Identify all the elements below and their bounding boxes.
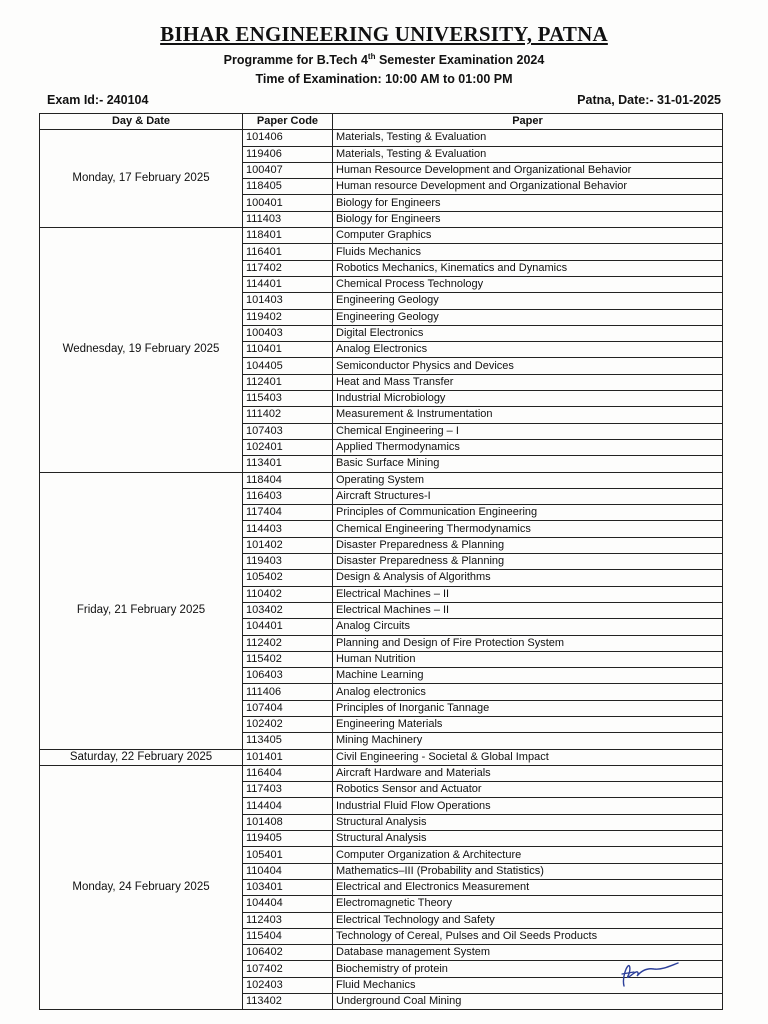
paper-name-cell: Digital Electronics bbox=[333, 325, 723, 341]
place-date: Patna, Date:- 31-01-2025 bbox=[577, 93, 721, 107]
paper-code-cell: 113401 bbox=[243, 456, 333, 472]
table-header-row bbox=[40, 114, 723, 130]
university-title: BIHAR ENGINEERING UNIVERSITY, PATNA bbox=[160, 22, 608, 46]
day-date-cell: Monday, 17 February 2025 bbox=[40, 130, 243, 228]
paper-name-cell: Human Resource Development and Organizational Behavior bbox=[333, 162, 723, 178]
paper-name-cell: Engineering Materials bbox=[333, 716, 723, 732]
paper-code-cell: 100401 bbox=[243, 195, 333, 211]
paper-name-cell: Underground Coal Mining bbox=[333, 994, 723, 1010]
paper-code-cell: 102403 bbox=[243, 977, 333, 993]
paper-name-cell: Electrical Technology and Safety bbox=[333, 912, 723, 928]
paper-code-cell: 102402 bbox=[243, 716, 333, 732]
paper-name-cell: Fluid Mechanics bbox=[333, 977, 723, 993]
paper-name-cell: Industrial Microbiology bbox=[333, 391, 723, 407]
paper-name-cell: Operating System bbox=[333, 472, 723, 488]
column-header-paper: Paper bbox=[333, 114, 723, 130]
table-row bbox=[40, 228, 723, 244]
table-body bbox=[40, 130, 723, 1010]
paper-code-cell: 101403 bbox=[243, 293, 333, 309]
exam-schedule-table bbox=[39, 113, 723, 1010]
paper-code-cell: 116404 bbox=[243, 765, 333, 781]
paper-code-cell: 115404 bbox=[243, 928, 333, 944]
paper-code-cell: 115402 bbox=[243, 651, 333, 667]
paper-name-cell: Machine Learning bbox=[333, 668, 723, 684]
paper-code-cell: 111406 bbox=[243, 684, 333, 700]
paper-name-cell: Applied Thermodynamics bbox=[333, 439, 723, 455]
paper-name-cell: Analog Circuits bbox=[333, 619, 723, 635]
paper-code-cell: 119403 bbox=[243, 554, 333, 570]
table-row bbox=[40, 749, 723, 765]
paper-name-cell: Human Nutrition bbox=[333, 651, 723, 667]
paper-name-cell: Structural Analysis bbox=[333, 831, 723, 847]
day-date-cell: Friday, 21 February 2025 bbox=[40, 472, 243, 749]
paper-code-cell: 119406 bbox=[243, 146, 333, 162]
paper-name-cell: Computer Organization & Architecture bbox=[333, 847, 723, 863]
paper-code-cell: 112401 bbox=[243, 374, 333, 390]
paper-code-cell: 101408 bbox=[243, 814, 333, 830]
signature-mark bbox=[618, 960, 682, 990]
paper-name-cell: Mining Machinery bbox=[333, 733, 723, 749]
paper-name-cell: Planning and Design of Fire Protection System bbox=[333, 635, 723, 651]
paper-code-cell: 119405 bbox=[243, 831, 333, 847]
table-row bbox=[40, 472, 723, 488]
paper-name-cell: Aircraft Hardware and Materials bbox=[333, 765, 723, 781]
paper-code-cell: 102401 bbox=[243, 439, 333, 455]
paper-code-cell: 110402 bbox=[243, 586, 333, 602]
paper-name-cell: Electromagnetic Theory bbox=[333, 896, 723, 912]
paper-code-cell: 101401 bbox=[243, 749, 333, 765]
paper-name-cell: Semiconductor Physics and Devices bbox=[333, 358, 723, 374]
paper-code-cell: 107402 bbox=[243, 961, 333, 977]
paper-name-cell: Database management System bbox=[333, 945, 723, 961]
paper-name-cell: Human resource Development and Organizational Behavior bbox=[333, 179, 723, 195]
paper-code-cell: 112403 bbox=[243, 912, 333, 928]
exam-id: Exam Id:- 240104 bbox=[47, 93, 149, 107]
paper-name-cell: Principles of Inorganic Tannage bbox=[333, 700, 723, 716]
paper-code-cell: 106402 bbox=[243, 945, 333, 961]
table-row bbox=[40, 765, 723, 781]
paper-name-cell: Chemical Engineering Thermodynamics bbox=[333, 521, 723, 537]
paper-code-cell: 118404 bbox=[243, 472, 333, 488]
programme-title-prefix: Programme for B.Tech 4 bbox=[223, 53, 368, 68]
paper-name-cell: Chemical Engineering – I bbox=[333, 423, 723, 439]
paper-code-cell: 116401 bbox=[243, 244, 333, 260]
paper-name-cell: Principles of Communication Engineering bbox=[333, 505, 723, 521]
paper-name-cell: Biology for Engineers bbox=[333, 211, 723, 227]
paper-name-cell: Electrical Machines – II bbox=[333, 586, 723, 602]
paper-code-cell: 105402 bbox=[243, 570, 333, 586]
paper-code-cell: 112402 bbox=[243, 635, 333, 651]
paper-name-cell: Aircraft Structures-I bbox=[333, 488, 723, 504]
day-date-cell: Monday, 24 February 2025 bbox=[40, 765, 243, 1009]
paper-name-cell: Engineering Geology bbox=[333, 293, 723, 309]
programme-title-superscript: th bbox=[367, 52, 376, 61]
programme-title bbox=[0, 52, 768, 67]
column-header-paper-code: Paper Code bbox=[243, 114, 333, 130]
table-row bbox=[40, 130, 723, 146]
paper-name-cell: Materials, Testing & Evaluation bbox=[333, 146, 723, 162]
paper-name-cell: Biochemistry of protein bbox=[333, 961, 723, 977]
paper-code-cell: 111402 bbox=[243, 407, 333, 423]
paper-name-cell: Robotics Mechanics, Kinematics and Dynamics bbox=[333, 260, 723, 276]
paper-name-cell: Electrical and Electronics Measurement bbox=[333, 879, 723, 895]
paper-code-cell: 110401 bbox=[243, 342, 333, 358]
paper-code-cell: 101406 bbox=[243, 130, 333, 146]
paper-name-cell: Structural Analysis bbox=[333, 814, 723, 830]
paper-name-cell: Analog Electronics bbox=[333, 342, 723, 358]
paper-code-cell: 116403 bbox=[243, 488, 333, 504]
paper-name-cell: Mathematics–III (Probability and Statistics) bbox=[333, 863, 723, 879]
paper-code-cell: 114404 bbox=[243, 798, 333, 814]
paper-name-cell: Materials, Testing & Evaluation bbox=[333, 130, 723, 146]
paper-name-cell: Basic Surface Mining bbox=[333, 456, 723, 472]
paper-code-cell: 114403 bbox=[243, 521, 333, 537]
paper-name-cell: Design & Analysis of Algorithms bbox=[333, 570, 723, 586]
paper-name-cell: Analog electronics bbox=[333, 684, 723, 700]
paper-code-cell: 105401 bbox=[243, 847, 333, 863]
day-date-cell: Wednesday, 19 February 2025 bbox=[40, 228, 243, 472]
exam-time: Time of Examination: 10:00 AM to 01:00 PM bbox=[255, 72, 513, 86]
day-date-cell: Saturday, 22 February 2025 bbox=[40, 749, 243, 765]
paper-code-cell: 104405 bbox=[243, 358, 333, 374]
paper-name-cell: Fluids Mechanics bbox=[333, 244, 723, 260]
paper-name-cell: Engineering Geology bbox=[333, 309, 723, 325]
paper-name-cell: Measurement & Instrumentation bbox=[333, 407, 723, 423]
paper-code-cell: 117403 bbox=[243, 782, 333, 798]
paper-code-cell: 117404 bbox=[243, 505, 333, 521]
paper-code-cell: 100407 bbox=[243, 162, 333, 178]
paper-code-cell: 113402 bbox=[243, 994, 333, 1010]
paper-name-cell: Disaster Preparedness & Planning bbox=[333, 554, 723, 570]
paper-name-cell: Industrial Fluid Flow Operations bbox=[333, 798, 723, 814]
paper-name-cell: Robotics Sensor and Actuator bbox=[333, 782, 723, 798]
paper-name-cell: Computer Graphics bbox=[333, 228, 723, 244]
paper-name-cell: Biology for Engineers bbox=[333, 195, 723, 211]
column-header-day-date: Day & Date bbox=[40, 114, 243, 130]
paper-code-cell: 118405 bbox=[243, 179, 333, 195]
paper-name-cell: Technology of Cereal, Pulses and Oil Seeds Products bbox=[333, 928, 723, 944]
paper-code-cell: 100403 bbox=[243, 325, 333, 341]
paper-code-cell: 107403 bbox=[243, 423, 333, 439]
paper-name-cell: Heat and Mass Transfer bbox=[333, 374, 723, 390]
paper-code-cell: 103402 bbox=[243, 602, 333, 618]
paper-code-cell: 113405 bbox=[243, 733, 333, 749]
paper-code-cell: 106403 bbox=[243, 668, 333, 684]
paper-code-cell: 101402 bbox=[243, 537, 333, 553]
paper-code-cell: 115403 bbox=[243, 391, 333, 407]
paper-code-cell: 111403 bbox=[243, 211, 333, 227]
paper-code-cell: 114401 bbox=[243, 276, 333, 292]
paper-name-cell: Disaster Preparedness & Planning bbox=[333, 537, 723, 553]
paper-code-cell: 118401 bbox=[243, 228, 333, 244]
paper-code-cell: 117402 bbox=[243, 260, 333, 276]
programme-title-suffix: Semester Examination 2024 bbox=[375, 53, 545, 68]
paper-code-cell: 119402 bbox=[243, 309, 333, 325]
paper-code-cell: 104404 bbox=[243, 896, 333, 912]
paper-name-cell: Electrical Machines – II bbox=[333, 602, 723, 618]
paper-code-cell: 107404 bbox=[243, 700, 333, 716]
paper-code-cell: 103401 bbox=[243, 879, 333, 895]
paper-name-cell: Civil Engineering - Societal & Global Impact bbox=[333, 749, 723, 765]
paper-code-cell: 104401 bbox=[243, 619, 333, 635]
paper-code-cell: 110404 bbox=[243, 863, 333, 879]
paper-name-cell: Chemical Process Technology bbox=[333, 276, 723, 292]
